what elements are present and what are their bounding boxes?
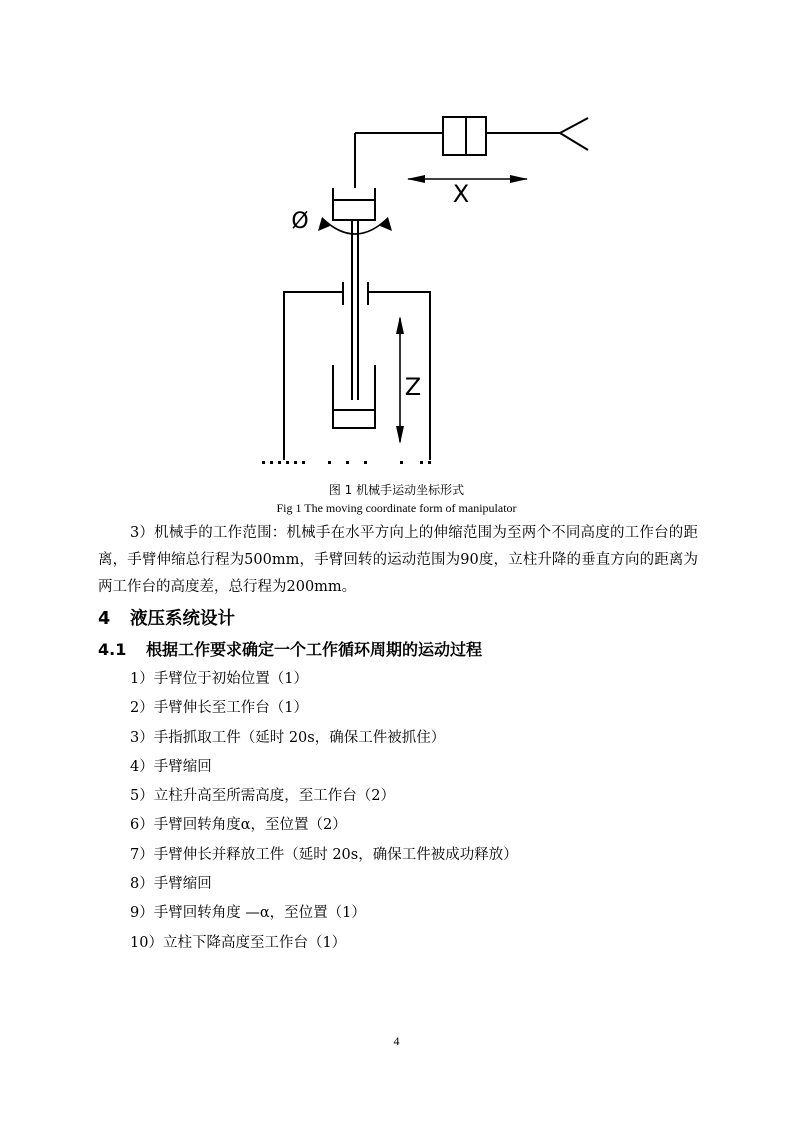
list-item: 4）手臂缩回 [130,758,212,775]
list-item: 3）手指抓取工件（延时 20s，确保工件被抓住） [130,729,446,746]
list-item: 1）手臂位于初始位置（1） [130,671,308,687]
list-item: 7）手臂伸长并释放工件（延时 20s，确保工件被成功释放） [130,846,518,863]
subsection-title: 根据工作要求确定一个工作循环周期的运动过程 [146,640,483,659]
motion-steps-list [130,665,518,958]
list-item: 9）手臂回转角度 —α，至位置（1） [130,905,366,922]
list-item: 10）立柱下降高度至工作台（1） [130,934,347,951]
figure-caption-cn: 图 1 机械手运动坐标形式 [328,483,465,497]
working-range-paragraph: 3）机械手的工作范围：机械手在水平方向上的伸缩范围为至两个不同高度的工作台的距离，手臂伸缩总行程为500mm，手臂回转的运动范围为90度，立柱升降的垂直方向的距离为两工作台的高度差，总行程为200mm。 [98,525,698,595]
list-item: 8）手臂缩回 [130,876,212,893]
section-heading [98,606,235,632]
section-title: 液压系统设计 [130,609,235,629]
phi-label: Ø [291,209,309,234]
z-axis-label: Z [404,373,422,401]
manipulator-coordinate-diagram [250,100,600,472]
list-item: 5）立柱升高至所需高度，至工作台（2） [130,788,395,805]
x-axis-label: X [452,180,470,208]
list-item: 6）手臂回转角度α，至位置（2） [130,817,347,834]
subsection-number: 4.1 [98,640,127,659]
list-item: 2）手臂伸长至工作台（1） [130,700,308,717]
section-number: 4 [98,609,111,629]
subsection-heading [98,637,482,663]
page-number: 4 [393,1034,400,1048]
figure-caption-en: Fig 1 The moving coordinate form of manipulator [276,501,517,515]
